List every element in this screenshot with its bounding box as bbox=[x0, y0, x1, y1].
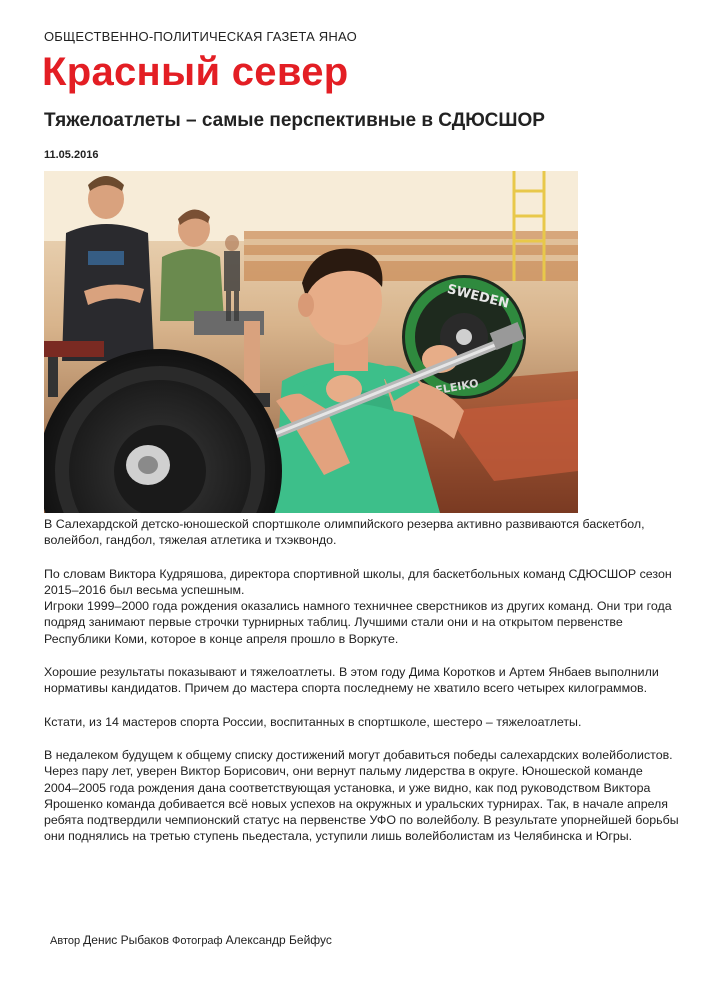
article-credits bbox=[50, 933, 332, 947]
article-body bbox=[44, 516, 680, 862]
article-date: 11.05.2016 bbox=[44, 149, 99, 161]
author-label: Автор bbox=[50, 935, 81, 947]
masthead-subtitle: ОБЩЕСТВЕННО-ПОЛИТИЧЕСКАЯ ГАЗЕТА ЯНАО bbox=[44, 29, 357, 44]
article-paragraph: Кстати, из 14 мастеров спорта России, воспитанных в спортшколе, шестеро – тяжелоатлеты. bbox=[44, 714, 582, 729]
masthead-title: Красный север bbox=[42, 50, 349, 94]
photographer-label: Фотограф bbox=[172, 935, 223, 947]
plate-text-side: ELEIKO bbox=[434, 376, 480, 398]
article-paragraph: В Салехардской детско-юношеской спортшколе олимпийского резерва активно развиваются баскетбол, волейбол, гандбол, тяжелая атлетика и тхэквондо. bbox=[44, 517, 645, 548]
weightlifting-photo bbox=[44, 171, 578, 513]
photographer-name: Александр Бейфус bbox=[225, 933, 332, 947]
author-name: Денис Рыбаков bbox=[83, 933, 169, 947]
article-paragraph: Хорошие результаты показывают и тяжелоатлеты. В этом году Дима Коротков и Артем Янбаев выполнили нормативы кандидатов. Причем до мастера спорта последнему не хватило всего четырех килограммов. bbox=[44, 665, 659, 696]
article-paragraph: Игроки 1999–2000 года рождения оказались намного техничнее сверстников из других команд. Они три года подряд занимают первые строчки турнирных таблиц. Лучшими стали они и на открытом первенстве Республики Коми, которое в конце апреля прошло в Воркуте. bbox=[44, 599, 672, 646]
article-headline: Тяжелоатлеты – самые перспективные в СДЮСШОР bbox=[44, 110, 545, 131]
plate-text-top: SWEDEN bbox=[445, 281, 511, 312]
article-photo bbox=[44, 171, 578, 513]
article-paragraph: В недалеком будущем к общему списку достижений могут добавиться победы салехардских волейболистов. Через пару лет, уверен Виктор Борисович, они вернут пальму лидерства в округе. Юношеской команде 2004–2005 года рождения дана соответствующая установка, и уже видно, как под руководством Виктора Ярошенко команда добивается всё новых успехов на окружных и уральских турнирах. Так, в начале апреля ребята подтвердили чемпионский статус на первенстве УФО по волейболу. В результате упорнейшей борьбы они поднялись на третью ступень пьедестала, уступили лишь волейболистам из Челябинска и Югры. bbox=[44, 747, 679, 844]
article-paragraph: По словам Виктора Кудряшова, директора спортивной школы, для баскетбольных команд СДЮСШОР сезон 2015–2016 был весьма успешным. bbox=[44, 566, 672, 597]
